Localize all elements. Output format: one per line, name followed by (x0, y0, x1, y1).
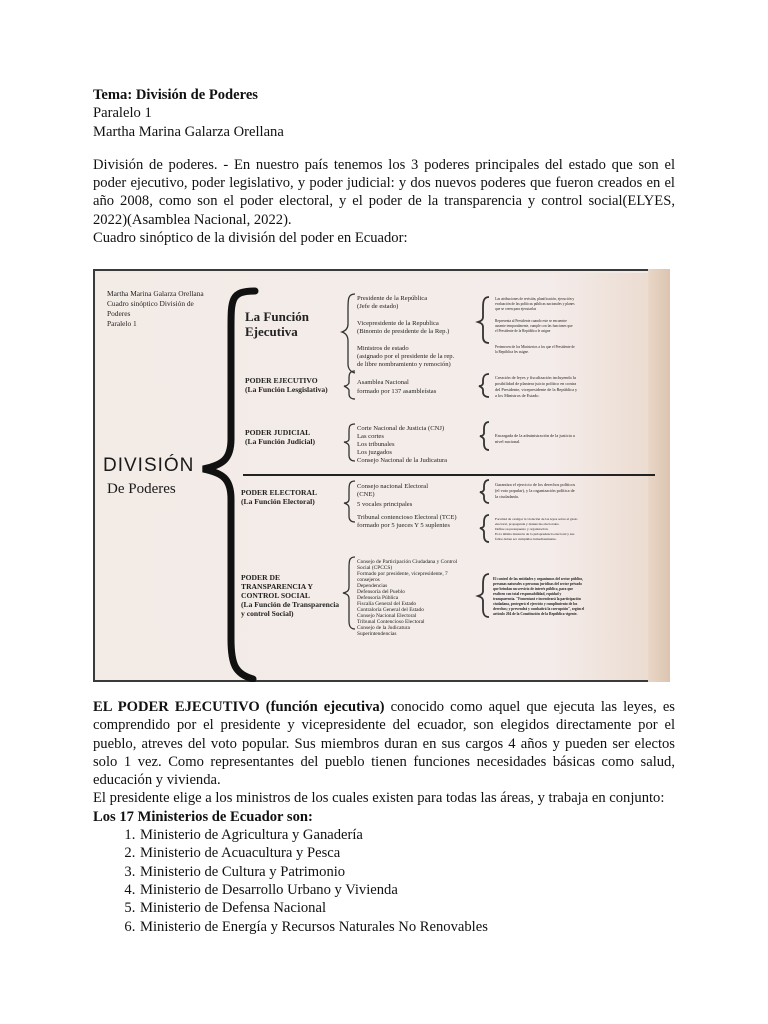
judicial-note: Encargada de la administración de la justicia a (495, 433, 575, 438)
document-page (93, 86, 675, 247)
ejecutivo-paragraph-text: conocido como aquel que ejecuta las leyes, es comprendido por el presidente y vicepresidente del ecuador, son elegidos directamente por el pueblo, atreves del voto popular. Sus miembros duran en sus cargos 4 años y pueden ser electos solo 1 vez. Como representantes del pueblo tienen funciones necesidades básicas como salud, educación y vivienda. (93, 699, 675, 789)
ejecutiva-item: (Binomio de presidente de la Rep.) (357, 328, 450, 335)
transparencia-label: CONTROL SOCIAL (241, 591, 310, 600)
diagram-header-line: Cuadro sinóptico División de (107, 299, 194, 308)
electoral-label: PODER ELECTORAL (241, 488, 318, 497)
figure-caption: Cuadro sinóptico de la división del poder en Ecuador: (93, 230, 408, 247)
topic-heading: Tema: División de Poderes (93, 87, 258, 103)
diagram-header-line: Martha Marina Galarza Orellana (107, 289, 204, 298)
legislativa-note: Creación de leyes y fiscalización incluyendo la (495, 375, 576, 380)
judicial-item: Los juzgados (357, 449, 392, 456)
document-page-lower (93, 698, 675, 936)
list-item: 4. Ministerio de Desarrollo Urbano y Vivienda (139, 881, 675, 899)
transparencia-item: Consejo de la Judicatura (357, 625, 410, 631)
transparencia-note: derechos; y prevendrá y combatirá la corrupción", según el (493, 607, 585, 611)
judicial-label: PODER JUDICIAL (245, 428, 311, 437)
ejecutiva-item: Ministros de estado (357, 345, 409, 352)
transparencia-item: Tribunal Contencioso Electoral (357, 619, 425, 625)
list-item: 6. Ministerio de Energía y Recursos Naturales No Renovables (139, 918, 675, 936)
judicial-item: Las cortes (357, 433, 384, 440)
electoral-note: fallos deben ser cumplidos inmediatamente. (495, 537, 557, 541)
electoral-note: Define su presupuesto y organización. (495, 527, 549, 531)
transparencia-label: (La Función de Transparencia (241, 600, 340, 609)
transparencia-item: Contraloría General del Estado (357, 607, 424, 613)
ejecutiva-note: Representa al Presidente cuando este se encuentre (495, 319, 567, 323)
ejecutivo-paragraph (93, 698, 675, 789)
ejecutiva-note: Las atribuciones de revisión, planificación, ejecución y (495, 297, 575, 301)
list-item: 3. Ministerio de Cultura y Patrimonio (139, 863, 675, 881)
transparencia-note: transparencia. "Fomentará e incentivará la participación (493, 597, 581, 601)
transparencia-label: y control Social) (241, 609, 294, 618)
transparencia-item: Formado por presidente, vicepresidente, 7 (357, 571, 448, 577)
judicial-note: nivel nacional. (495, 439, 521, 444)
legislativa-item: formado por 137 asambleístas (357, 388, 437, 395)
electoral-label: (La Función Electoral) (241, 497, 315, 506)
legislativa-label: PODER EJECUTIVO (245, 376, 318, 385)
ejecutivo-bold-lead: EL PODER EJECUTIVO (función ejecutiva) (93, 699, 385, 715)
electoral-note: Garantiza el ejercicio de los derechos políticos (495, 482, 576, 487)
electoral-note: Facultad de castigar la violación de las leyes sobre el gasto (495, 517, 578, 521)
legislativa-note: posibilidad de plantear juicio político en contra (495, 381, 577, 386)
electoral-item: Consejo nacional Electoral (357, 483, 429, 490)
transparencia-label: PODER DE (241, 573, 281, 582)
ministros-paragraph: El presidente elige a los ministros de los cuales existen para todas las áreas, y trabaja en conjunto: (93, 790, 665, 807)
electoral-note: la ciudadanía. (495, 494, 519, 499)
electoral-divider-line (243, 474, 655, 476)
transparencia-note: personas naturales o personas jurídicas del sector privado (493, 582, 582, 586)
transparencia-item: Consejo de Participación Ciudadana y Control (357, 559, 458, 565)
judicial-label: (La Función Judicial) (245, 437, 316, 446)
electoral-note: Es la última instancia de la jurisprudencia electoral y sus (495, 532, 575, 536)
ejecutiva-item: Vicepresidente de la Republica (357, 320, 439, 327)
transparencia-item: Superintendencias (357, 631, 397, 637)
transparencia-note: realicen con total responsabilidad, equidad y (493, 592, 562, 596)
synoptic-chart-image (93, 269, 670, 682)
ejecutiva-item: (Jefe de estado) (357, 303, 399, 310)
judicial-item: Los tribunales (357, 441, 395, 448)
electoral-item: formado por 5 jueces Y 5 suplentes (357, 522, 450, 529)
transparencia-note: artículo 204 de la Constitución de la República vigente. (493, 612, 578, 616)
legislativa-item: Asamblea Nacional (357, 379, 409, 386)
ejecutiva-note: que se creen para ejecutarlas (495, 307, 537, 311)
list-item: 5. Ministerio de Defensa Nacional (139, 899, 675, 917)
ejecutiva-item: Presidente de la República (357, 295, 428, 302)
transparencia-item: Consejo Nacional Electoral (357, 613, 417, 619)
transparencia-note: que brindan un servicio de interés público, para que (493, 587, 573, 591)
judicial-item: Consejo Nacional de la Judicatura (357, 457, 448, 464)
electoral-note: electoral, propaganda y denuncias electorales. (495, 522, 560, 526)
transparencia-item: Defensoría Pública (357, 595, 399, 601)
ejecutiva-item: de libre nombramiento y remoción) (357, 361, 451, 368)
ejecutiva-note: la República les asigne. (495, 350, 529, 354)
ejecutiva-note: ausente temporalmente, cumple con las funciones que (495, 324, 573, 328)
ejecutiva-item: (asignado por el presidente de la rep. (357, 353, 455, 360)
legislativa-note: a los Ministros de Estado. (495, 393, 540, 398)
diagram-header-line: Poderes (107, 309, 131, 318)
ejecutiva-note: el Presidente de la República le asigne (495, 329, 551, 333)
transparencia-item: Fiscalía General del Estado (357, 601, 417, 607)
transparencia-item: Dependencias (357, 583, 388, 589)
intro-paragraph: División de poderes. - En nuestro país tenemos los 3 poderes principales del estado que son el poder ejecutivo, poder legislativo, y poder judicial: y dos nuevos poderes que fueron creados en el año 2008, como son el poder electoral, y el poder de la transparencia y control social(ELYES, 2022)(Asamblea Nacional, 2022). (93, 156, 675, 228)
ejecutiva-note: Pertenecen de los Ministerios a los que el Presidente de (495, 345, 575, 349)
ministerios-list (93, 826, 675, 936)
transparencia-note: ciudadana, protegerá el ejercicio y cumplimiento de los (493, 602, 578, 606)
transparencia-item: consejeros (357, 577, 380, 583)
list-item: 1. Ministerio de Agricultura y Ganadería (139, 826, 675, 844)
ejecutiva-title: Ejecutiva (245, 324, 298, 339)
electoral-item: Tribunal contencioso Electoral (TCE) (357, 514, 457, 521)
transparencia-label: TRANSPARENCIA Y (241, 582, 313, 591)
ministerios-heading: Los 17 Ministerios de Ecuador son: (93, 808, 313, 825)
transparencia-item: Social (CPCCS) (357, 565, 393, 571)
legislativa-note: del Presidente, vicepresidente de la República y (495, 387, 578, 392)
electoral-note: (el voto popular), y la organización política de (495, 488, 575, 493)
transparencia-item: Defensoría del Pueblo (357, 589, 405, 595)
judicial-item: Corte Nacional de Justicia (CNJ) (357, 425, 445, 432)
list-item: 2. Ministerio de Acuacultura y Pesca (139, 844, 675, 862)
diagram-main-title: DIVISIÓN (103, 455, 195, 476)
ejecutiva-title: La Función (245, 309, 309, 324)
transparencia-note: El control de las entidades y organismos del sector público, (493, 577, 584, 581)
diagram-main-subtitle: De Poderes (107, 481, 176, 497)
ejecutiva-note: evaluación de las políticas públicas nacionales y planes (495, 302, 575, 306)
paralelo-line: Paralelo 1 (93, 105, 152, 122)
author-line: Martha Marina Galarza Orellana (93, 123, 284, 140)
electoral-item: 5 vocales principales (357, 501, 413, 508)
legislativa-label: (La Función Lesgislativa) (245, 385, 328, 394)
diagram-header-line: Paralelo 1 (107, 319, 137, 328)
electoral-item: (CNE) (357, 491, 375, 498)
